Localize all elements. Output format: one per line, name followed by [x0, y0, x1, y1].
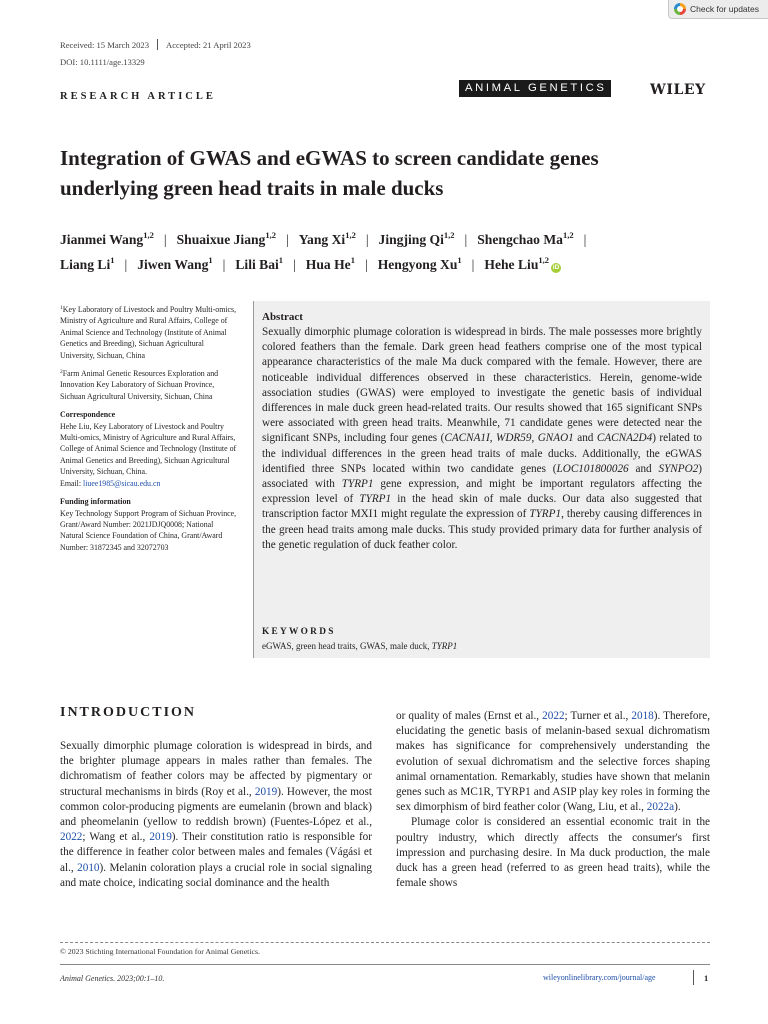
abstract-text: Sexually dimorphic plumage coloration is widespread in birds. The male possesses more brightly colored feathers than the female. Dark green head feathers comprise one of the most typical appearance characteristics of the male Ma duck compared with the female. However, there are noticeable individual differences observed in these characteristics. Herein, genome-wide association studies (GWAS) were employed to investigate the genetic basis of individual differences in male duck green head-related traits. Our results showed that 165 significant SNPs were associated with green head traits. Meanwhile, 71 candidate genes were detected near the significant SNPs, including four genes (CACNA1I, WDR59, GNAO1 and CACNA2D4) related to the individual differences in the green head traits of male ducks. Additionally, the eGWAS identified three SNPs located within two candidate genes (LOC101800026 and SYNPO2) associated with TYRP1 gene expression, and might be important regulators affecting the expression level of TYRP1 in the head skin of male ducks. Our data also suggested that transcription factor MXI1 might regulate the expression of TYRP1, thereby causing differences in the green head traits among male ducks. This study provided primary data for further analysis of the genetic regulation of duck feather color. — [262, 326, 703, 551]
affiliation: $^1$Key Laboratory of Livestock and Poultry Multi-omics, Ministry of Agriculture and Rural Affairs, College of Animal Science and Technology (Institute of Animal Genetics and Breeding), Sichuan Agricultural University, Sichuan, China — [60, 305, 237, 360]
author-name[interactable]: Lili Bai$^1$ — [235, 255, 284, 272]
publisher-logo: WILEY — [650, 82, 706, 98]
keywords-list: eGWAS, green head traits, GWAS, male duck, TYRP1 — [262, 641, 458, 651]
author-separator: | — [364, 257, 368, 272]
author-separator: | — [464, 232, 468, 247]
article-sidebar — [60, 304, 238, 560]
doi[interactable]: DOI: 10.1111/age.13329 — [60, 57, 145, 67]
author-separator: | — [163, 232, 167, 247]
footer-divider — [60, 942, 710, 943]
author-separator: | — [471, 257, 475, 272]
author-name[interactable]: Jingjing Qi$^{1,2}$ — [378, 230, 455, 247]
accepted-date: Accepted: 21 April 2023 — [166, 39, 251, 50]
divider — [157, 39, 158, 50]
crossmark-icon — [674, 3, 686, 15]
gene-name: WDR59 — [496, 432, 532, 445]
footer-separator — [693, 970, 694, 985]
author-separator: | — [222, 257, 226, 272]
dates-line — [60, 39, 251, 50]
gene-name: SYNPO2 — [658, 462, 699, 475]
received-date: Received: 15 March 2023 — [60, 39, 150, 50]
author-list — [60, 227, 720, 277]
author-name[interactable]: Hehe Liu$^{1,2}$ — [484, 255, 550, 272]
copyright-notice: © 2023 Stichting International Foundation for Animal Genetics. — [60, 947, 260, 956]
author-name[interactable]: Liang Li$^1$ — [60, 255, 115, 272]
author-separator: | — [583, 232, 587, 247]
gene-name: LOC101800026 — [556, 462, 629, 475]
reference-link[interactable]: 2022a — [646, 801, 675, 814]
reference-link[interactable]: 2022 — [542, 710, 565, 722]
article-title — [60, 143, 710, 203]
author-separator: | — [285, 232, 289, 247]
check-for-updates-button[interactable] — [668, 0, 768, 19]
reference-link[interactable]: 2018 — [631, 710, 654, 722]
email-link[interactable]: liuee1985@sicau.edu.cn — [83, 478, 161, 488]
orcid-icon[interactable]: iD — [552, 264, 560, 271]
check-for-updates-label: Check for updates — [690, 4, 759, 14]
correspondence-text: Hehe Liu, Key Laboratory of Livestock and Poultry Multi-omics, Ministry of Agriculture and Rural Affairs, College of Animal Science and Technology (Institute of Animal Genetics and Breeding), Sichuan Agricultural University, Sichuan, China. Email: liuee1985@sicau.edu.cn — [60, 421, 237, 488]
journal-name: ANIMAL GENETICS — [459, 80, 611, 97]
author-name[interactable]: Yang Xi$^{1,2}$ — [298, 230, 356, 247]
author-name[interactable]: Jianmei Wang$^{1,2}$ — [60, 230, 154, 247]
paragraph: Plumage color is considered an essential economic trait in the poultry industry, which directly affects the consumer's first impression and purchasing desire. In Ma duck production, the male duck has a green head (referred to as green head traits), while the female shows — [396, 816, 710, 890]
correspondence-heading: Correspondence — [60, 410, 116, 420]
title-line-1: Integration of GWAS and eGWAS to screen candidate genes — [60, 146, 599, 170]
funding-text: Key Technology Support Program of Sichuan Province, Grant/Award Number: 2021JDJQ0008; National Natural Science Foundation of China, Grant/Award Number: 31872345 and 32072703 — [60, 508, 237, 552]
keywords-heading: KEYWORDS — [262, 627, 336, 637]
body-column-right — [396, 709, 710, 891]
author-name[interactable]: Jiwen Wang$^1$ — [137, 255, 213, 272]
gene-name: CACNA1I — [444, 432, 490, 445]
author-name[interactable]: Shengchao Ma$^{1,2}$ — [477, 230, 574, 247]
author-separator: | — [293, 257, 296, 272]
gene-name: GNAO1 — [537, 432, 574, 445]
paragraph: or quality of males (Ernst et al., 2022; Turner et al., 2018). Therefore, elucidating the genetic basis of melanin-based sexual dichromatism makes has significance for comprehensively understanding the evolution of sexual dichromatism and the selective forces shaping animal ornamentation. Remarkably, studies have shown that melanin genes such as MC1R, TYRP1 and ASIP play key roles in forming the sex dimorphism of bird feather color (Wang, Liu, et al., 2022a). — [396, 710, 710, 814]
journal-citation: Animal Genetics. 2023;00:1–10. — [60, 974, 165, 983]
journal-url-link[interactable]: wileyonlinelibrary.com/journal/age — [543, 973, 656, 982]
author-name[interactable]: Hua He$^1$ — [305, 255, 355, 272]
footer-rule — [60, 964, 710, 965]
body-column-left: Sexually dimorphic plumage coloration is widespread in birds, and the brighter plumage appears in males rather than females. The dichromatism of feather colors may be affected by pigmentary or structural mechanisms in birds (Roy et al., 2019). However, the most common color-producing pigments are eumelanin (brown and black) and pheomelanin (yellow to reddish brown) (Fuentes-López et al., 2022; Wang et al., 2019). Their constitution ratio is responsible for the difference in feather color between males and females (Vágási et al., 2010). Melanin coloration plays a crucial role in social signaling and mate choice, indicating social dominance and the health — [60, 740, 372, 889]
abstract-heading: Abstract — [262, 311, 303, 323]
gene-name: TYRP1 — [359, 493, 392, 506]
page-number: 1 — [704, 973, 709, 983]
author-name[interactable]: Hengyong Xu$^1$ — [377, 255, 462, 272]
reference-link[interactable]: 2010 — [77, 861, 100, 874]
funding-heading: Funding information — [60, 497, 131, 507]
reference-link[interactable]: 2019 — [254, 785, 278, 798]
gene-name: CACNA2D4 — [596, 432, 653, 445]
author-separator: | — [124, 257, 128, 272]
affiliation: $^2$Farm Animal Genetic Resources Exploration and Innovation Key Laboratory of Sichuan Province, Sichuan Agricultural University, Sichuan, China — [60, 369, 219, 401]
title-line-2: underlying green head traits in male ducks — [60, 176, 444, 200]
author-separator: | — [365, 232, 369, 247]
gene-name: TYRP1 — [529, 508, 562, 521]
gene-name: TYRP1 — [341, 478, 374, 491]
article-type: RESEARCH ARTICLE — [60, 91, 216, 102]
introduction-heading: INTRODUCTION — [60, 705, 197, 720]
reference-link[interactable]: 2022 — [60, 831, 83, 844]
author-name[interactable]: Shuaixue Jiang$^{1,2}$ — [176, 230, 276, 247]
reference-link[interactable]: 2019 — [149, 831, 172, 844]
